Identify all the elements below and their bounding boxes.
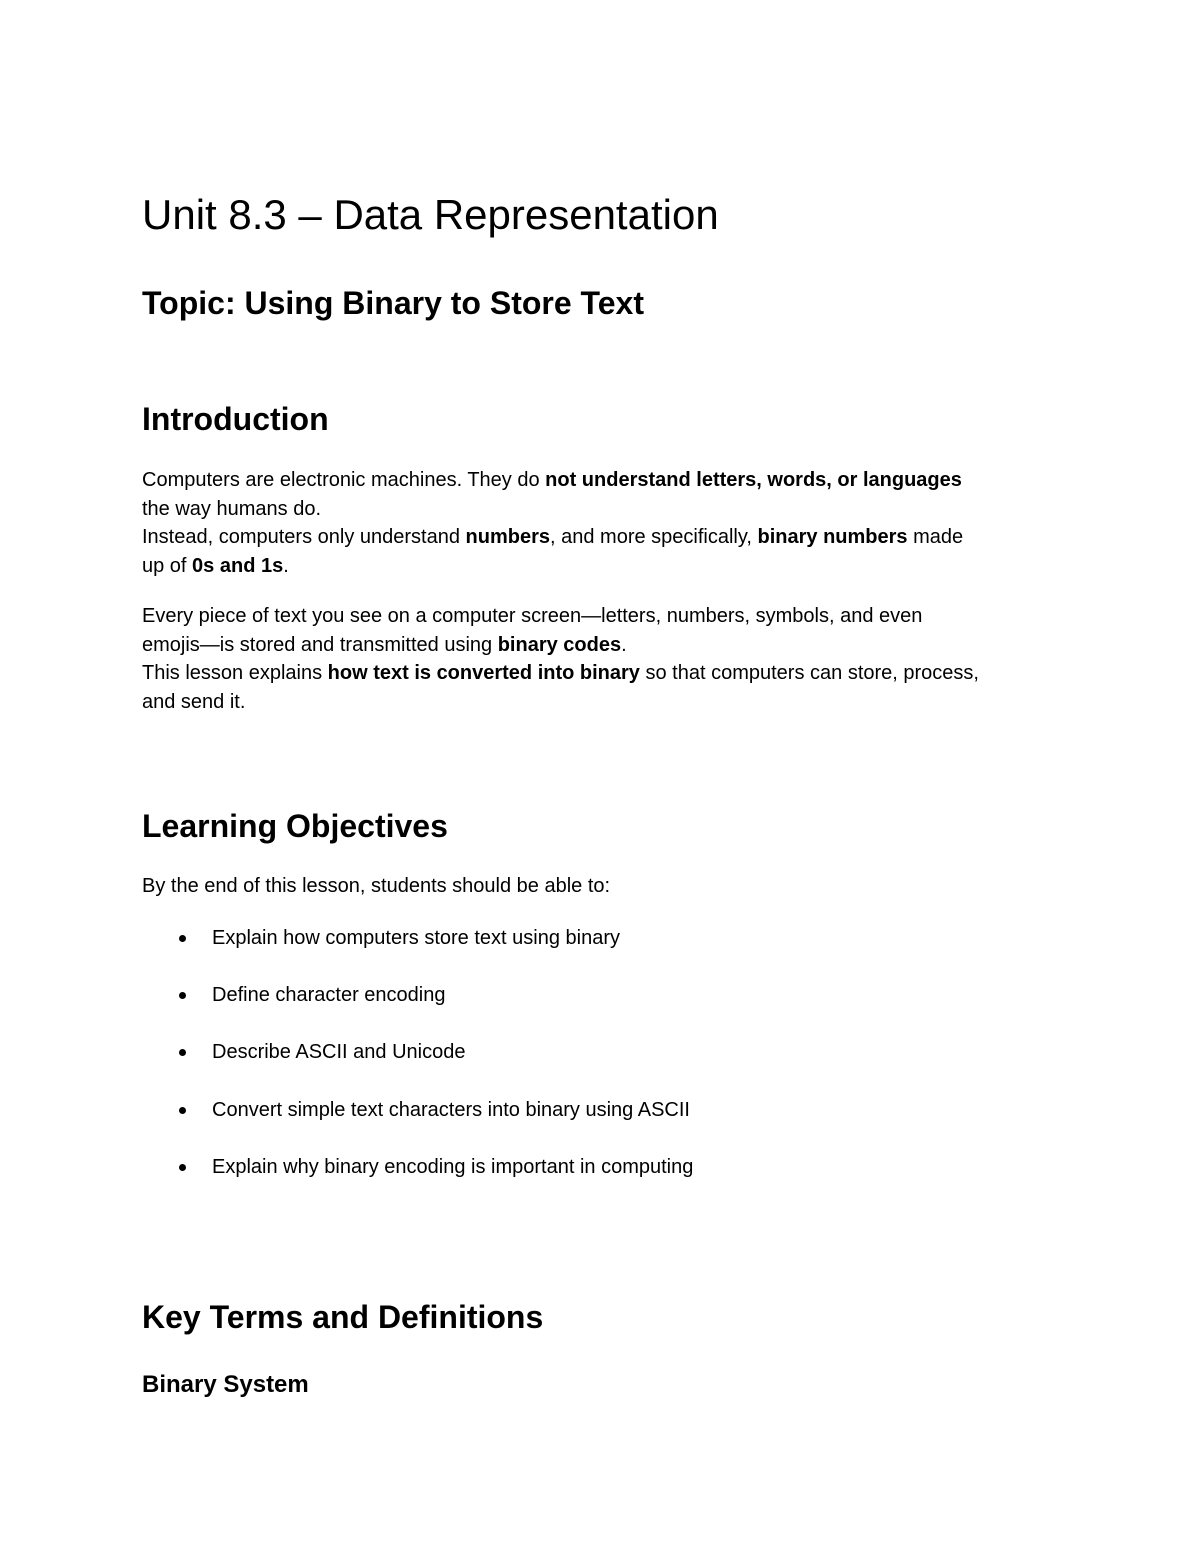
intro-p2-line-4: and send it. [142,690,246,713]
bullet-icon [179,1164,186,1171]
topic-heading: Topic: Using Binary to Store Text [142,285,644,321]
intro-p2-line-2: emojis—is stored and transmitted using binary codes. [142,633,627,656]
objectives-intro: By the end of this lesson, students should be able to: [142,875,611,897]
learning-objectives-heading: Learning Objectives [142,808,448,844]
objective-item: Explain why binary encoding is important in computing [142,1151,693,1208]
introduction-paragraph-2 [142,602,1062,716]
objective-item: Define character encoding [142,979,693,1036]
binary-system-subheading: Binary System [142,1371,309,1398]
introduction-heading: Introduction [142,401,329,437]
document-page [142,0,1062,1553]
objective-item: Convert simple text characters into binary using ASCII [142,1094,693,1151]
key-terms-heading: Key Terms and Definitions [142,1299,544,1335]
intro-p2-line-3: This lesson explains how text is converted into binary so that computers can store, process, [142,662,979,684]
objective-item: Describe ASCII and Unicode [142,1036,693,1093]
intro-p2-line-1: Every piece of text you see on a computer screen—letters, numbers, symbols, and even [142,605,923,627]
bullet-icon [179,1049,186,1056]
bullet-icon [179,1107,186,1114]
intro-p1-line-2: the way humans do. [142,497,321,520]
intro-p1-line-4: up of 0s and 1s. [142,554,289,577]
objective-item: Explain how computers store text using binary [142,922,693,979]
intro-p1-line-1: Computers are electronic machines. They do not understand letters, words, or languages [142,469,962,491]
introduction-paragraph-1 [142,466,1062,580]
bullet-icon [179,935,186,942]
bullet-icon [179,992,186,999]
intro-p1-line-3: Instead, computers only understand numbers, and more specifically, binary numbers made [142,526,964,548]
document-title: Unit 8.3 – Data Representation [142,191,719,238]
objectives-list [142,922,693,1208]
